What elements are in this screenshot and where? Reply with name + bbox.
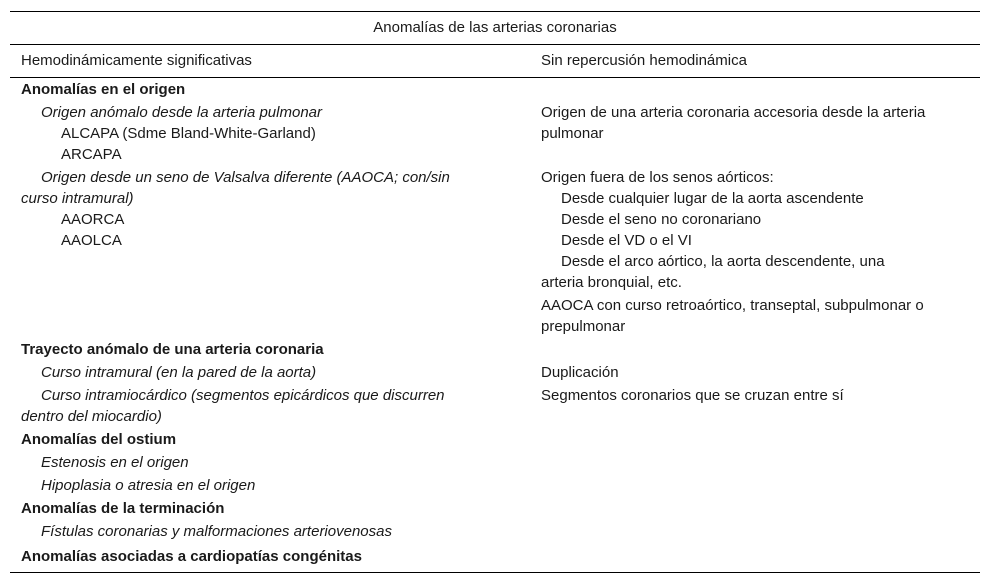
- noncoronary-sinus: Desde el seno no coronariano: [561, 211, 762, 228]
- origin-valsalva-line2: curso intramural): [21, 190, 134, 207]
- duplication: Duplicación: [541, 364, 619, 381]
- origin-pulmonary: Origen anómalo desde la arteria pulmonar: [41, 104, 322, 121]
- arch-line1: Desde el arco aórtico, la aorta descendente, una: [561, 253, 885, 270]
- top-rule: [10, 11, 980, 12]
- table-title: Anomalías de las arterias coronarias: [373, 19, 617, 36]
- ostium-heading: Anomalías del ostium: [21, 431, 177, 448]
- fistulas: Fístulas coronarias y malformaciones arteriovenosas: [41, 523, 392, 540]
- outside-sinuses: Origen fuera de los senos aórticos:: [541, 169, 774, 186]
- intramural-course: Curso intramural (en la pared de la aorta): [41, 364, 317, 381]
- aaoca-course-line2: prepulmonar: [541, 318, 626, 335]
- header-no-repercussion: Sin repercusión hemodinámica: [541, 52, 747, 69]
- hypoplasia: Hipoplasia o atresia en el origen: [41, 477, 256, 494]
- course-heading: Trayecto anómalo de una arteria coronaria: [21, 341, 324, 358]
- intramyocardial-line2: dentro del miocardio): [21, 408, 162, 425]
- intramyocardial-line1: Curso intramiocárdico (segmentos epicárdicos que discurren: [41, 387, 445, 404]
- arcapa: ARCAPA: [61, 146, 122, 163]
- header-significant: Hemodinámicamente significativas: [21, 52, 252, 69]
- ascending-aorta: Desde cualquier lugar de la aorta ascendente: [561, 190, 864, 207]
- arch-line2: arteria bronquial, etc.: [541, 274, 682, 291]
- termination-heading: Anomalías de la terminación: [21, 500, 225, 517]
- associated-heading: Anomalías asociadas a cardiopatías congénitas: [21, 548, 362, 565]
- origin-valsalva-line1: Origen desde un seno de Valsalva diferente (AAOCA; con/sin: [41, 169, 450, 186]
- aaoca-course-line1: AAOCA con curso retroaórtico, transeptal, subpulmonar o: [541, 297, 924, 314]
- alcapa: ALCAPA (Sdme Bland-White-Garland): [61, 125, 316, 142]
- aaolca: AAOLCA: [61, 232, 122, 249]
- crossing-segments: Segmentos coronarios que se cruzan entre sí: [541, 387, 844, 404]
- origin-heading: Anomalías en el origen: [21, 81, 186, 98]
- stenosis: Estenosis en el origen: [41, 454, 189, 471]
- header-rule: [10, 77, 980, 78]
- accessory-line1: Origen de una arteria coronaria accesoria desde la arteria: [541, 104, 926, 121]
- aaorca: AAORCA: [61, 211, 125, 228]
- rv-lv-origin: Desde el VD o el VI: [561, 232, 692, 249]
- title-rule: [10, 44, 980, 45]
- bottom-rule: [10, 572, 980, 573]
- accessory-line2: pulmonar: [541, 125, 604, 142]
